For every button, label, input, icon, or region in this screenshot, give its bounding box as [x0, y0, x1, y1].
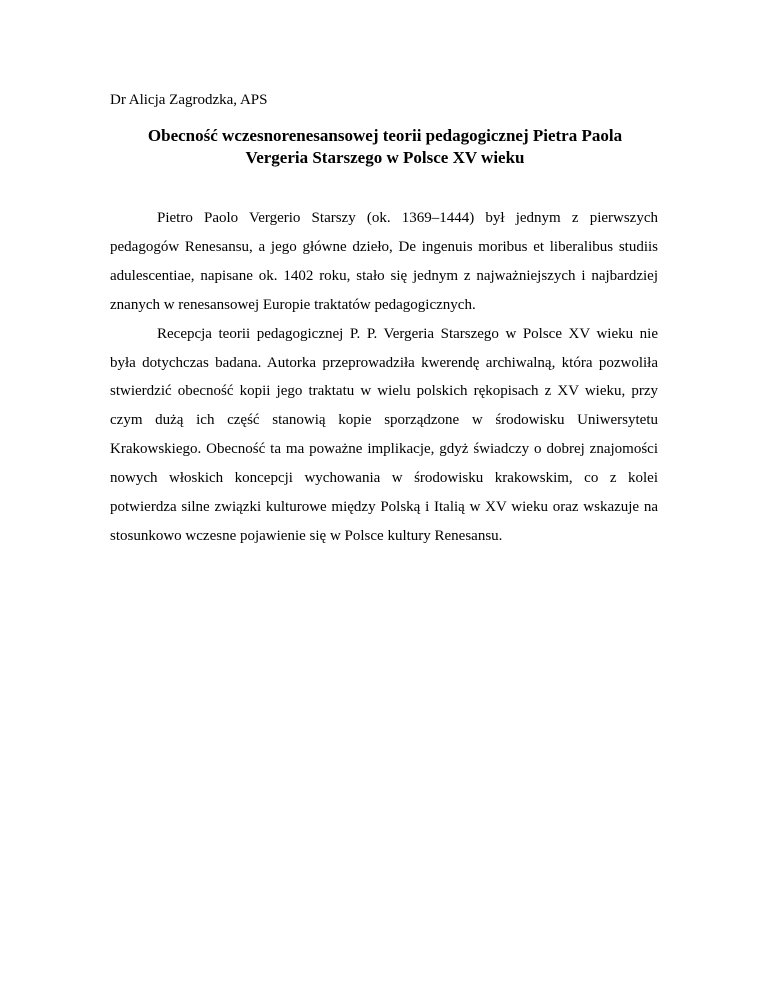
paragraph-2-line-3: stwierdzić obecność kopii jego traktatu w wielu polskich rękopisach z XV wieku, przy [110, 383, 658, 400]
author-line: Dr Alicja Zagrodzka, APS [110, 92, 268, 108]
paragraph-2 [110, 320, 658, 551]
paragraph-2-line-2: była dotychczas badana. Autorka przeprowadziła kwerendę archiwalną, która pozwoliła [110, 354, 658, 371]
paragraph-2-line-4: czym dużą ich część stanowią kopie sporządzone w środowisku Uniwersytetu [110, 412, 658, 429]
paragraph-2-line-6: nowych włoskich koncepcji wychowania w środowisku krakowskim, co z kolei [110, 470, 658, 487]
paragraph-2-line-1: Recepcja teorii pedagogicznej P. P. Vergeria Starszego w Polsce XV wieku nie [157, 325, 658, 342]
paragraph-2-line-5: Krakowskiego. Obecność ta ma poważne implikacje, gdyż świadczy o dobrej znajomości [110, 441, 658, 458]
paragraph-1-line-1: Pietro Paolo Vergerio Starszy (ok. 1369–1444) był jednym z pierwszych [157, 210, 658, 226]
paragraph-2-line-7: potwierdza silne związki kulturowe między Polską i Italią w XV wieku oraz wskazuje na [110, 499, 658, 516]
paragraph-1 [110, 204, 658, 320]
paragraph-1-line-2: pedagogów Renesansu, a jego główne dzieło, De ingenuis moribus et liberalibus studiis [110, 238, 658, 255]
document-title [110, 125, 660, 169]
paragraph-1-line-3: adulescentiae, napisane ok. 1402 roku, stało się jednym z najważniejszych i najbardziej [110, 267, 658, 284]
title-line-2: Vergeria Starszego w Polsce XV wieku [245, 148, 525, 167]
document-body [110, 204, 658, 551]
paragraph-1-line-4: znanych w renesansowej Europie traktatów pedagogicznych. [110, 296, 476, 313]
title-line-1: Obecność wczesnorenesansowej teorii pedagogicznej Pietra Paola [147, 126, 623, 145]
paragraph-2-line-8: stosunkowo wczesne pojawienie się w Polsce kultury Renesansu. [110, 527, 503, 544]
